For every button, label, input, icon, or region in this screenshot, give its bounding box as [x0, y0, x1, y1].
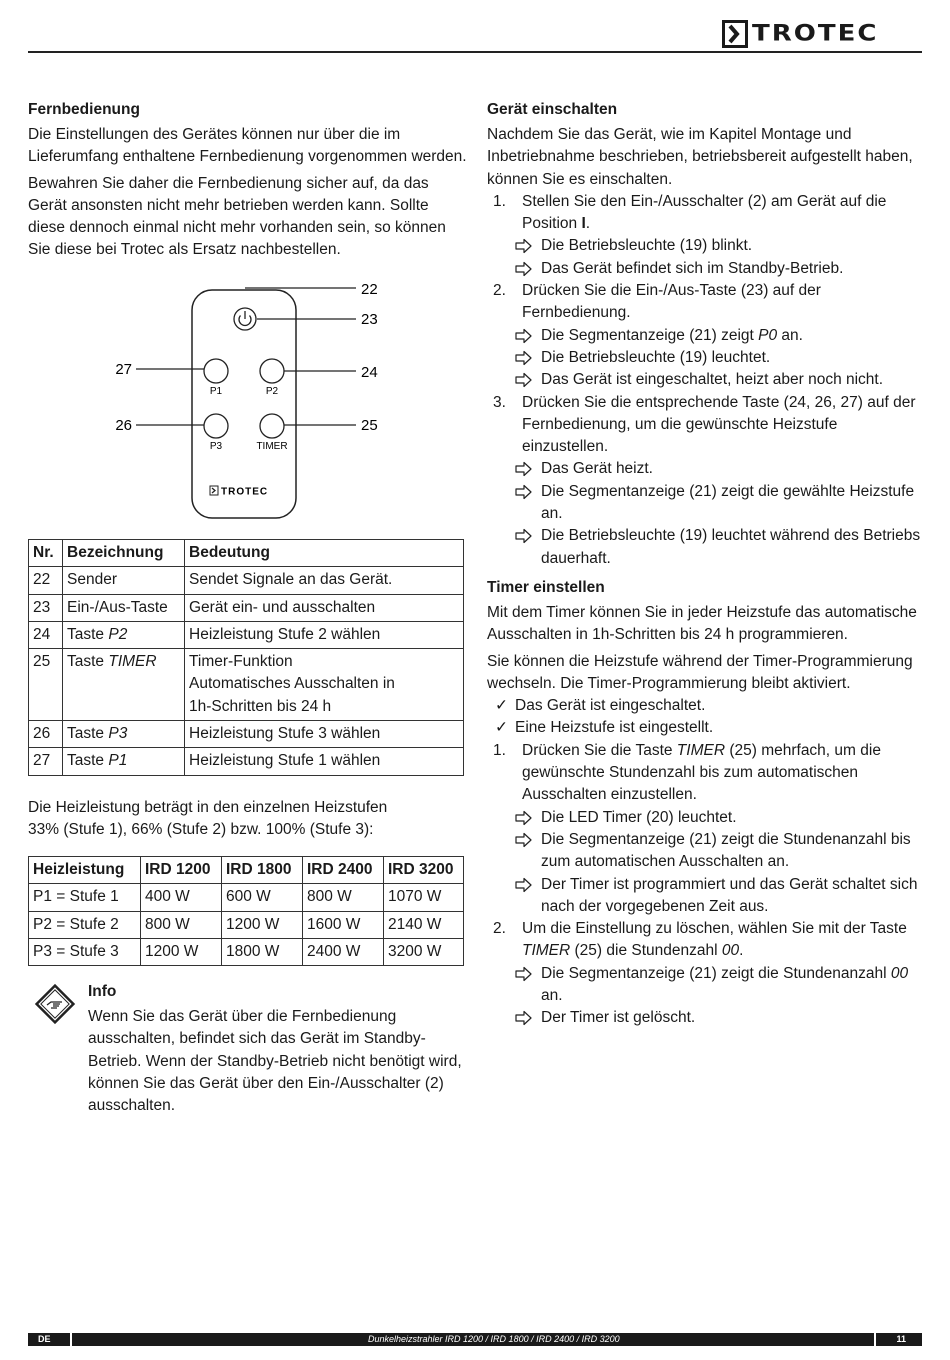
table-cell: 24 — [29, 621, 63, 648]
table-cell: 1800 W — [222, 938, 303, 965]
table-row — [29, 938, 464, 965]
table-row — [29, 621, 464, 648]
table-cell: P3 = Stufe 3 — [29, 938, 141, 965]
power-intro-line: Die Heizleistung beträgt in den einzelnen Heizstufen — [28, 799, 388, 816]
table-cell: 800 W — [303, 884, 384, 911]
arrow-right-icon — [515, 369, 535, 389]
table-cell: 1200 W — [222, 911, 303, 938]
table-cell: Timer-Funktion Automatisches Ausschalten in 1h-Schritten bis 24 h — [185, 649, 464, 721]
power-table — [28, 856, 464, 966]
switch-on-intro: Nachdem Sie das Gerät, wie im Kapitel Montage und Inbetriebnahme beschrieben, betriebsbereit aufgestellt haben, können Sie es einschalten. — [487, 126, 913, 188]
trotec-logo — [722, 20, 922, 50]
table-cell: 600 W — [222, 884, 303, 911]
result-item: Die LED Timer (20) leuchtet. — [487, 807, 927, 829]
list-item: 1. Drücken Sie die Taste TIMER (25) mehrfach, um die gewünschte Stundenzahl bis zum automatischen Ausschalten einzustellen. — [493, 741, 881, 804]
result-item: Das Gerät befindet sich im Standby-Betrieb. — [487, 258, 927, 280]
right-column — [487, 99, 927, 1030]
timer-button — [260, 414, 284, 438]
list-item: 1. Stellen Sie den Ein-/Ausschalter (2) am Gerät auf die Position I. — [493, 192, 887, 233]
parts-table — [28, 539, 464, 776]
table-cell: Taste TIMER — [63, 649, 185, 721]
timer-label: TIMER — [256, 441, 288, 452]
table-cell: Taste P1 — [63, 748, 185, 775]
table-header-cell: IRD 1200 — [141, 857, 222, 884]
arrow-right-icon — [515, 829, 535, 849]
p3-button — [204, 414, 228, 438]
arrow-right-icon — [515, 1007, 535, 1027]
table-header-cell: IRD 1800 — [222, 857, 303, 884]
list-item: 2. Drücken Sie die Ein-/Aus-Taste (23) auf der Fernbedienung. — [493, 282, 821, 322]
timer-heading: Timer einstellen — [487, 578, 605, 596]
table-cell: 25 — [29, 649, 63, 721]
result-item: Die Segmentanzeige (21) zeigt die Stundenanzahl bis zum automatischen Ausschalten an. — [487, 829, 927, 874]
arrow-right-icon — [515, 347, 535, 367]
table-row — [29, 911, 464, 938]
arrow-right-icon — [515, 807, 535, 827]
table-header-row — [29, 540, 464, 567]
table-cell: 400 W — [141, 884, 222, 911]
header-rule — [28, 51, 922, 53]
info-title: Info — [88, 983, 117, 1000]
table-row — [29, 594, 464, 621]
logo-chevron-icon — [722, 20, 748, 48]
checkmark-icon: ✓ — [495, 697, 508, 715]
page-footer — [28, 1333, 922, 1346]
remote-paragraph-2: Bewahren Sie daher die Fernbedienung sicher auf, da das Gerät ansonsten nicht mehr betrieben werden kann. Sollte diese dennoch einmal nicht mehr vorhanden sein, so können Sie diese bei Trotec als Ersatz nachbestellen. — [28, 174, 446, 259]
footer-page-number: 11 — [896, 1334, 906, 1344]
table-row — [29, 748, 464, 775]
power-button — [234, 308, 256, 330]
p2-label: P2 — [265, 386, 279, 397]
table-row — [29, 649, 464, 721]
table-cell: Ein-/Aus-Taste — [63, 594, 185, 621]
info-hand-icon — [34, 983, 76, 1025]
callout-24: 24 — [361, 364, 378, 381]
table-header-cell: IRD 3200 — [384, 857, 464, 884]
footer-title: Dunkelheizstrahler IRD 1200 / IRD 1800 / IRD 2400 / IRD 3200 — [368, 1334, 620, 1344]
callout-26: 26 — [115, 417, 132, 434]
result-item: Die Betriebsleuchte (19) blinkt. — [487, 235, 927, 257]
result-item: Das Gerät heizt. — [487, 458, 927, 480]
p1-button — [204, 359, 228, 383]
callout-22: 22 — [361, 281, 378, 298]
table-header-cell: IRD 2400 — [303, 857, 384, 884]
table-cell: 1070 W — [384, 884, 464, 911]
result-item: Die Betriebsleuchte (19) leuchtet während des Betriebs dauerhaft. — [487, 525, 927, 570]
table-cell: 2140 W — [384, 911, 464, 938]
table-cell: 22 — [29, 567, 63, 594]
result-item: Die Betriebsleuchte (19) leuchtet. — [487, 347, 927, 369]
checkmark-icon: ✓ — [495, 719, 508, 737]
precondition-item: ✓ Das Gerät ist eingeschaltet. — [487, 695, 927, 717]
table-cell: 800 W — [141, 911, 222, 938]
remote-brand-text: TROTEC — [221, 486, 269, 498]
table-cell: 3200 W — [384, 938, 464, 965]
table-header-cell: Bedeutung — [185, 540, 464, 567]
arrow-right-icon — [515, 258, 535, 278]
left-column — [28, 99, 468, 266]
remote-paragraph-1: Die Einstellungen des Gerätes können nur über die im Lieferumfang enthaltene Fernbedienung vorgenommen werden. — [28, 126, 467, 166]
arrow-right-icon — [515, 325, 535, 345]
arrow-right-icon — [515, 235, 535, 255]
table-cell: Heizleistung Stufe 1 wählen — [185, 748, 464, 775]
callout-27: 27 — [115, 361, 132, 378]
table-row — [29, 567, 464, 594]
table-cell: 27 — [29, 748, 63, 775]
arrow-right-icon — [515, 525, 535, 545]
power-intro — [28, 797, 468, 842]
power-intro-line: 33% (Stufe 1), 66% (Stufe 2) bzw. 100% (Stufe 3): — [28, 821, 374, 839]
table-header-cell: Nr. — [29, 540, 63, 567]
table-header-row — [29, 857, 464, 884]
remote-control-diagram — [100, 278, 420, 528]
result-item: Die Segmentanzeige (21) zeigt die Stundenanzahl 00 an. — [487, 963, 927, 1008]
table-cell: Sender — [63, 567, 185, 594]
p2-button — [260, 359, 284, 383]
table-cell: 2400 W — [303, 938, 384, 965]
switch-on-steps — [487, 191, 927, 570]
result-item: Die Segmentanzeige (21) zeigt P0 an. — [487, 325, 927, 347]
precondition-item: ✓ Eine Heizstufe ist eingestellt. — [487, 717, 927, 739]
arrow-right-icon — [515, 963, 535, 983]
arrow-right-icon — [515, 458, 535, 478]
p3-label: P3 — [209, 441, 223, 452]
table-cell: Sendet Signale an das Gerät. — [185, 567, 464, 594]
table-row — [29, 884, 464, 911]
table-row — [29, 721, 464, 748]
result-item: Der Timer ist gelöscht. — [487, 1007, 927, 1029]
table-cell: 26 — [29, 721, 63, 748]
footer-language: DE — [38, 1334, 51, 1344]
table-cell: P2 = Stufe 2 — [29, 911, 141, 938]
timer-paragraph-1: Mit dem Timer können Sie in jeder Heizstufe das automatische Ausschalten in 1h-Schritten bis 24 h programmieren. — [487, 603, 917, 644]
logo-text: TROTEC — [752, 21, 879, 47]
callout-23: 23 — [361, 311, 378, 328]
table-cell: Heizleistung Stufe 2 wählen — [185, 621, 464, 648]
table-cell: Taste P2 — [63, 621, 185, 648]
callout-25: 25 — [361, 417, 378, 434]
arrow-right-icon — [515, 874, 535, 894]
timer-steps — [487, 695, 927, 1029]
table-header-cell: Bezeichnung — [63, 540, 185, 567]
switch-on-heading: Gerät einschalten — [487, 101, 618, 118]
table-cell: 1600 W — [303, 911, 384, 938]
info-text: Wenn Sie das Gerät über die Fernbedienung ausschalten, befindet sich das Gerät im Standby-Betrieb. Wenn der Standby-Betrieb nicht benötigt wird, können Sie das Gerät über den Ein-/Ausschalter (2) ausschalten. — [88, 1008, 462, 1115]
timer-paragraph-2: Sie können die Heizstufe während der Timer-Programmierung wechseln. Die Timer-Programmierung bleibt aktiviert. — [487, 652, 913, 692]
p1-label: P1 — [209, 386, 223, 397]
table-header-cell: Heizleistung — [29, 857, 141, 884]
table-cell: Gerät ein- und ausschalten — [185, 594, 464, 621]
list-item: 3. Drücken Sie die entsprechende Taste (24, 26, 27) auf der Fernbedienung, um die gewünschte Heizstufe einzustellen. — [493, 393, 916, 456]
table-cell: Heizleistung Stufe 3 wählen — [185, 721, 464, 748]
result-item: Die Segmentanzeige (21) zeigt die gewählte Heizstufe an. — [487, 481, 927, 526]
table-cell: P1 = Stufe 1 — [29, 884, 141, 911]
list-item: 2. Um die Einstellung zu löschen, wählen Sie mit der Taste TIMER (25) die Stundenzahl 00. — [493, 920, 907, 960]
result-item: Das Gerät ist eingeschaltet, heizt aber noch nicht. — [487, 369, 927, 391]
table-cell: Taste P3 — [63, 721, 185, 748]
result-item: Der Timer ist programmiert und das Gerät schaltet sich nach der vorgegebenen Zeit aus. — [487, 874, 927, 919]
table-cell: 23 — [29, 594, 63, 621]
arrow-right-icon — [515, 481, 535, 501]
remote-heading: Fernbedienung — [28, 101, 140, 118]
table-cell: 1200 W — [141, 938, 222, 965]
